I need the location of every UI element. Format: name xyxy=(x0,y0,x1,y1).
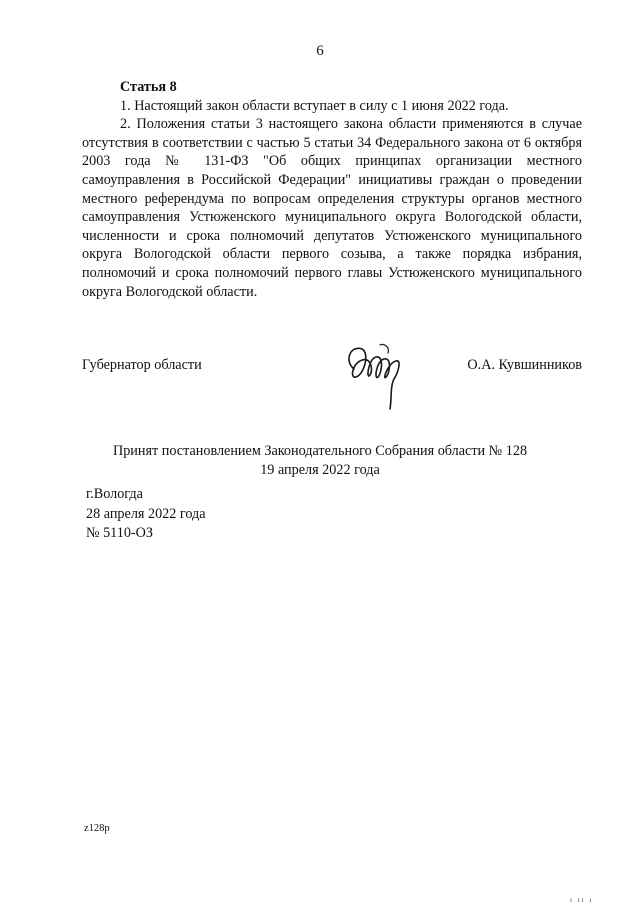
article-heading: Статья 8 xyxy=(120,79,177,95)
adoption-line-1: Принят постановлением Законодательного Собрания области № 128 xyxy=(112,443,528,459)
adoption-note xyxy=(0,442,640,479)
adoption-line-2: 19 апреля 2022 года xyxy=(260,461,380,478)
law-number: № 5110-ОЗ xyxy=(86,525,154,541)
article-8 xyxy=(82,78,582,301)
scan-edge-marks: ı ıı ı xyxy=(570,896,594,904)
place-city: г.Вологда xyxy=(86,486,143,502)
place-date-number xyxy=(86,485,206,544)
article-paragraph-2: 2. Положения статьи 3 настоящего закона области применяются в случае отсутствия в соответствии с частью 5 статьи 34 Федерального закона от 6 октября 2003 года № 131-ФЗ "Об общих принципах организации местного самоуправления в Российской Федерации" инициативы граждан о проведении местного референдума по вопросам определения структуры органов местного самоуправления Устюженского муниципального округа Вологодской области, численности и срока полномочий депутатов Устюженского муниципального округа Вологодской области первого созыва, а также порядка избрания, полномочий и срока полномочий первого главы Устюженского муниципального округа Вологодской области. xyxy=(82,116,582,300)
article-paragraph-1: 1. Настоящий закон области вступает в силу с 1 июня 2022 года. xyxy=(120,97,509,114)
document-code: z128р xyxy=(84,823,110,834)
handwritten-signature xyxy=(340,339,420,411)
signatory-name: О.А. Кувшинников xyxy=(467,357,582,373)
page-number: 6 xyxy=(316,43,324,59)
signatory-role: Губернатор области xyxy=(82,357,202,373)
law-date: 28 апреля 2022 года xyxy=(86,505,206,522)
